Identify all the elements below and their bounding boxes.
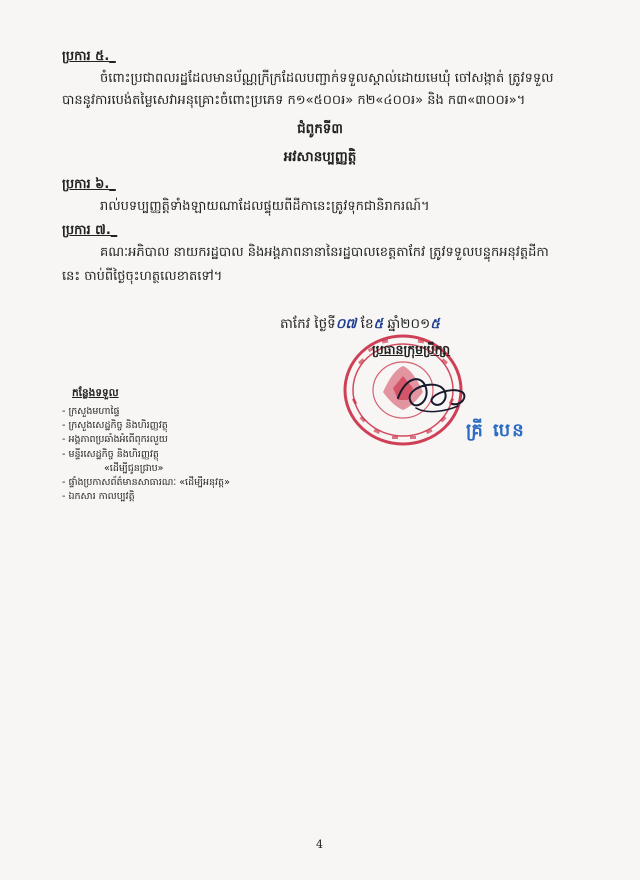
recipients-title: កន្លែងទទួល <box>72 387 119 399</box>
article-7-line-2: នេះ ចាប់ពីថ្ងៃចុះហត្ថលេខាតទៅ។ <box>62 269 223 284</box>
signature-date: តាកែវ ថ្ងៃទី០៧ ខែ៥ ឆ្នាំ២០១៥ <box>280 316 440 332</box>
handwritten-day: ០៧ <box>335 316 357 332</box>
article-7-line-1: គណៈអភិបាល នាយករដ្ឋបាល និងអង្គភាពនានានៃរដ្ឋបាលខេត្តតាកែវ ត្រូវទទួលបន្ទុកអនុវត្តដីកា <box>100 245 549 260</box>
recipient-item: - មន្ទីរសេដ្ឋកិច្ច និងហិរញ្ញវត្ថុ <box>62 448 159 460</box>
handwritten-month: ៥ <box>373 316 384 332</box>
article-5-line-2: បាននូវការបេង់តម្លៃសេវាអនុគ្រោះចំពោះប្រភេទ ក១«៥០០៛» ក២«៤០០៛» និង ក៣«៣០០៛»។ <box>62 93 526 108</box>
handwritten-year-digit: ៥ <box>430 316 440 332</box>
handwritten-signature <box>392 368 472 418</box>
chapter-title: អវសានប្បញ្ញត្តិ <box>283 149 357 165</box>
article-6-title: ប្រការ ៦._ <box>62 177 116 192</box>
article-5-line-1: ចំពោះប្រជាពលរដ្ឋដែលមានប័ណ្ណក្រីក្រដែលបញ្ជាក់ទទួលស្គាល់ដោយមេឃុំ ចៅសង្កាត់ ត្រូវទទួល <box>100 71 554 86</box>
article-5-title: ប្រការ ៥._ <box>62 49 116 64</box>
recipients-list <box>62 405 292 504</box>
page-number: 4 <box>316 838 323 851</box>
article-7-title: ប្រការ ៧._ <box>62 223 118 238</box>
recipient-item: - ក្រសួងសេដ្ឋកិច្ច និងហិរញ្ញវត្ថុ <box>62 420 168 432</box>
recipient-item: - ឯកសារ កាលប្បវត្តិ <box>62 491 135 503</box>
recipient-item: - អង្គភាពប្រឆាំងអំពើពុករលួយ <box>62 434 168 446</box>
signatory-position: ប្រធានក្រុមប្រឹក្សា <box>372 342 451 357</box>
signatory-name: គ្រី បេន <box>466 420 526 441</box>
recipient-item: - ក្រសួងមហាផ្ទៃ <box>62 406 120 417</box>
article-6-line-1: រាល់បទប្បញ្ញត្តិទាំងឡាយណាដែលផ្ទុយពីដីកានេះត្រូវទុកជានិរាករណ៍។ <box>100 199 430 214</box>
chapter-number: ជំពូកទី៣ <box>297 121 343 137</box>
recipient-item: - ផ្ទាំងប្រកាសព័ត៌មានសាធារណៈ «ដើម្បីអនុវត្ត» <box>62 477 230 489</box>
recipient-item: «ដើម្បីជូនជ្រាប» <box>104 462 164 474</box>
